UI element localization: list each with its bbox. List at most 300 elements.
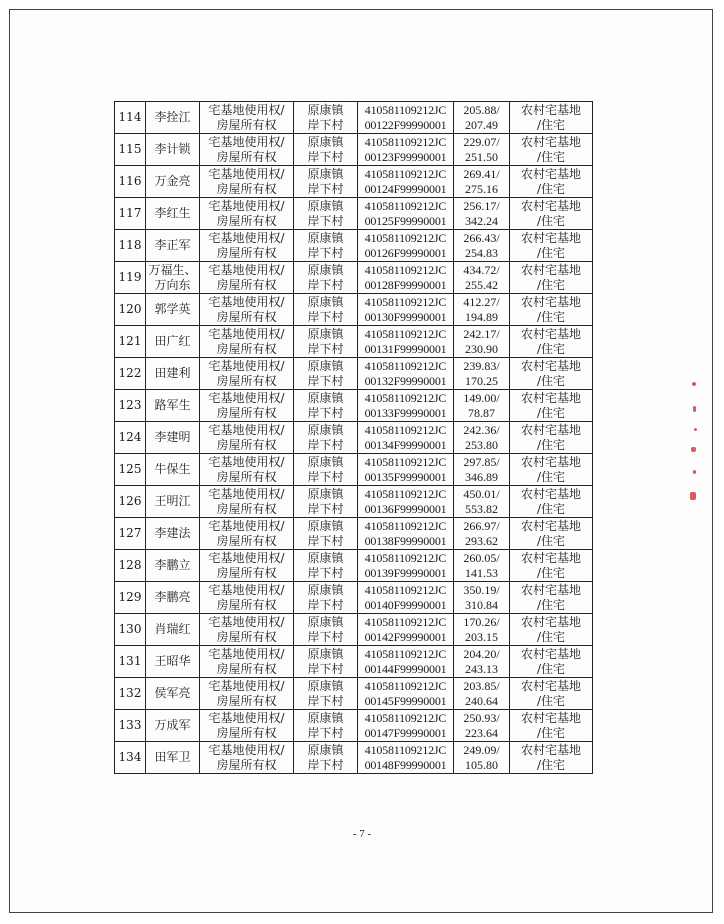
unit-code-cell <box>358 294 454 326</box>
area-cell-line: 434.72/ <box>463 262 500 277</box>
area-cell-line: 204.20/ <box>463 646 500 661</box>
land-use-cell-line: /住宅 <box>536 533 566 548</box>
location-cell-line: 岸下村 <box>307 277 344 292</box>
right-type-cell <box>200 550 294 582</box>
table-row <box>115 358 593 390</box>
right-type-cell <box>200 102 294 134</box>
land-use-cell-line: 农村宅基地 <box>520 646 581 661</box>
land-use-cell-line: /住宅 <box>536 437 566 452</box>
area-cell <box>454 390 510 422</box>
unit-code-cell-line: 00130F99990001 <box>364 309 447 324</box>
table-row <box>115 294 593 326</box>
owner-name-cell-line: 李鹏立 <box>154 558 191 572</box>
land-use-cell-line: 农村宅基地 <box>520 166 581 181</box>
right-type-cell-line: 房屋所有权 <box>216 245 277 260</box>
unit-code-cell-line: 410581109212JC <box>364 358 447 373</box>
unit-code-cell-line: 00136F99990001 <box>364 501 447 516</box>
land-use-cell-line: /住宅 <box>536 725 566 740</box>
location-cell-line: 原康镇 <box>307 326 344 341</box>
right-type-cell <box>200 614 294 646</box>
land-use-cell-line: 农村宅基地 <box>520 710 581 725</box>
owner-name-cell <box>146 646 200 678</box>
area-cell <box>454 294 510 326</box>
owner-name-cell <box>146 710 200 742</box>
unit-code-cell <box>358 710 454 742</box>
area-cell <box>454 262 510 294</box>
owner-name-cell <box>146 486 200 518</box>
area-cell <box>454 134 510 166</box>
location-cell-line: 岸下村 <box>307 117 344 132</box>
row-number-cell: 129 <box>115 582 146 614</box>
unit-code-cell <box>358 326 454 358</box>
owner-name-cell <box>146 550 200 582</box>
table-row <box>115 454 593 486</box>
seal-fragment-mark <box>693 406 696 412</box>
area-cell-line: 310.84 <box>465 597 498 612</box>
unit-code-cell <box>358 390 454 422</box>
owner-name-cell-line: 万金亮 <box>154 174 191 188</box>
table-row <box>115 518 593 550</box>
unit-code-cell <box>358 262 454 294</box>
area-cell-line: 205.88/ <box>463 102 500 117</box>
owner-name-cell-line: 郭学英 <box>154 302 191 316</box>
table-row <box>115 582 593 614</box>
unit-code-cell-line: 00145F99990001 <box>364 693 447 708</box>
area-cell <box>454 582 510 614</box>
seal-fragment-mark <box>691 447 696 452</box>
table-row <box>115 134 593 166</box>
right-type-cell <box>200 678 294 710</box>
area-cell-line: 256.17/ <box>463 198 500 213</box>
unit-code-cell-line: 00138F99990001 <box>364 533 447 548</box>
owner-name-cell <box>146 742 200 774</box>
location-cell-line: 岸下村 <box>307 629 344 644</box>
right-type-cell-line: 宅基地使用权/ <box>208 262 285 277</box>
land-use-cell <box>510 422 593 454</box>
area-cell-line: 243.13 <box>465 661 498 676</box>
right-type-cell-line: 房屋所有权 <box>216 309 277 324</box>
unit-code-cell-line: 410581109212JC <box>364 262 447 277</box>
owner-name-cell <box>146 326 200 358</box>
location-cell-line: 原康镇 <box>307 454 344 469</box>
land-use-cell <box>510 678 593 710</box>
location-cell-line: 岸下村 <box>307 501 344 516</box>
unit-code-cell-line: 410581109212JC <box>364 582 447 597</box>
row-number-cell: 126 <box>115 486 146 518</box>
land-use-cell-line: 农村宅基地 <box>520 742 581 757</box>
unit-code-cell-line: 00135F99990001 <box>364 469 447 484</box>
row-number-cell: 124 <box>115 422 146 454</box>
owner-name-cell-line: 牛保生 <box>154 462 191 476</box>
location-cell <box>294 454 358 486</box>
area-cell-line: 230.90 <box>465 341 498 356</box>
owner-name-cell <box>146 390 200 422</box>
land-use-cell <box>510 646 593 678</box>
row-number-cell: 133 <box>115 710 146 742</box>
owner-name-cell-line: 李正军 <box>154 238 191 252</box>
row-number-cell: 118 <box>115 230 146 262</box>
seal-fragment-mark <box>690 492 696 500</box>
land-use-cell-line: 农村宅基地 <box>520 614 581 629</box>
land-use-cell <box>510 390 593 422</box>
unit-code-cell-line: 410581109212JC <box>364 678 447 693</box>
area-cell <box>454 166 510 198</box>
unit-code-cell <box>358 166 454 198</box>
land-use-cell-line: /住宅 <box>536 597 566 612</box>
owner-name-cell <box>146 134 200 166</box>
unit-code-cell-line: 410581109212JC <box>364 134 447 149</box>
owner-name-cell <box>146 518 200 550</box>
unit-code-cell <box>358 550 454 582</box>
location-cell <box>294 646 358 678</box>
right-type-cell-line: 宅基地使用权/ <box>208 454 285 469</box>
unit-code-cell-line: 410581109212JC <box>364 486 447 501</box>
unit-code-cell-line: 410581109212JC <box>364 710 447 725</box>
unit-code-cell <box>358 422 454 454</box>
area-cell <box>454 326 510 358</box>
location-cell-line: 原康镇 <box>307 646 344 661</box>
land-use-cell <box>510 518 593 550</box>
area-cell-line: 242.17/ <box>463 326 500 341</box>
location-cell <box>294 678 358 710</box>
location-cell-line: 原康镇 <box>307 710 344 725</box>
owner-name-cell-line: 田广红 <box>154 334 191 348</box>
area-cell-line: 240.64 <box>465 693 498 708</box>
owner-name-cell-line: 万成军 <box>154 718 191 732</box>
unit-code-cell-line: 410581109212JC <box>364 326 447 341</box>
land-use-cell-line: 农村宅基地 <box>520 358 581 373</box>
land-use-cell-line: /住宅 <box>536 213 566 228</box>
unit-code-cell-line: 00123F99990001 <box>364 149 447 164</box>
land-use-cell-line: 农村宅基地 <box>520 230 581 245</box>
location-cell-line: 岸下村 <box>307 373 344 388</box>
location-cell-line: 原康镇 <box>307 390 344 405</box>
unit-code-cell-line: 00144F99990001 <box>364 661 447 676</box>
unit-code-cell <box>358 678 454 710</box>
unit-code-cell <box>358 486 454 518</box>
unit-code-cell-line: 00122F99990001 <box>364 117 447 132</box>
land-use-cell-line: 农村宅基地 <box>520 550 581 565</box>
owner-name-cell-line: 肖瑞红 <box>154 622 191 636</box>
location-cell-line: 原康镇 <box>307 422 344 437</box>
right-type-cell-line: 房屋所有权 <box>216 693 277 708</box>
unit-code-cell-line: 410581109212JC <box>364 422 447 437</box>
area-cell-line: 253.80 <box>465 437 498 452</box>
right-type-cell-line: 宅基地使用权/ <box>208 198 285 213</box>
location-cell-line: 岸下村 <box>307 405 344 420</box>
land-use-cell-line: /住宅 <box>536 181 566 196</box>
location-cell <box>294 230 358 262</box>
location-cell <box>294 582 358 614</box>
land-use-cell <box>510 486 593 518</box>
right-type-cell <box>200 518 294 550</box>
right-type-cell <box>200 326 294 358</box>
location-cell-line: 原康镇 <box>307 198 344 213</box>
unit-code-cell <box>358 198 454 230</box>
unit-code-cell <box>358 358 454 390</box>
right-type-cell-line: 房屋所有权 <box>216 405 277 420</box>
right-type-cell <box>200 134 294 166</box>
location-cell <box>294 166 358 198</box>
table-row <box>115 742 593 774</box>
location-cell-line: 岸下村 <box>307 309 344 324</box>
land-use-cell <box>510 230 593 262</box>
area-cell-line: 203.85/ <box>463 678 500 693</box>
location-cell-line: 原康镇 <box>307 550 344 565</box>
owner-name-cell <box>146 614 200 646</box>
land-use-cell-line: 农村宅基地 <box>520 454 581 469</box>
area-cell <box>454 486 510 518</box>
unit-code-cell-line: 410581109212JC <box>364 614 447 629</box>
area-cell-line: 242.36/ <box>463 422 500 437</box>
area-cell-line: 239.83/ <box>463 358 500 373</box>
land-use-cell-line: /住宅 <box>536 149 566 164</box>
area-cell-line: 450.01/ <box>463 486 500 501</box>
right-type-cell-line: 宅基地使用权/ <box>208 422 285 437</box>
unit-code-cell-line: 410581109212JC <box>364 518 447 533</box>
right-type-cell-line: 房屋所有权 <box>216 149 277 164</box>
land-use-cell-line: 农村宅基地 <box>520 102 581 117</box>
location-cell <box>294 134 358 166</box>
area-cell-line: 170.26/ <box>463 614 500 629</box>
unit-code-cell <box>358 614 454 646</box>
land-use-cell-line: /住宅 <box>536 245 566 260</box>
location-cell <box>294 294 358 326</box>
row-number-cell: 134 <box>115 742 146 774</box>
location-cell <box>294 486 358 518</box>
area-cell <box>454 454 510 486</box>
owner-name-cell-line: 李红生 <box>154 206 191 220</box>
location-cell-line: 岸下村 <box>307 213 344 228</box>
owner-name-cell <box>146 358 200 390</box>
table-row <box>115 262 593 294</box>
unit-code-cell-line: 410581109212JC <box>364 166 447 181</box>
owner-name-cell-line: 李建法 <box>154 526 191 540</box>
owner-name-cell <box>146 198 200 230</box>
row-number-cell: 131 <box>115 646 146 678</box>
owner-name-cell-line: 田建利 <box>154 366 191 380</box>
unit-code-cell-line: 00125F99990001 <box>364 213 447 228</box>
unit-code-cell <box>358 518 454 550</box>
area-cell-line: 297.85/ <box>463 454 500 469</box>
right-type-cell-line: 宅基地使用权/ <box>208 678 285 693</box>
land-use-cell <box>510 710 593 742</box>
land-use-cell-line: 农村宅基地 <box>520 422 581 437</box>
right-type-cell <box>200 454 294 486</box>
location-cell <box>294 614 358 646</box>
location-cell-line: 原康镇 <box>307 486 344 501</box>
area-cell <box>454 422 510 454</box>
area-cell-line: 260.05/ <box>463 550 500 565</box>
location-cell-line: 原康镇 <box>307 134 344 149</box>
area-cell-line: 229.07/ <box>463 134 500 149</box>
right-type-cell <box>200 198 294 230</box>
location-cell-line: 岸下村 <box>307 437 344 452</box>
location-cell <box>294 518 358 550</box>
seal-fragment-mark <box>694 428 697 431</box>
row-number-cell: 132 <box>115 678 146 710</box>
location-cell-line: 原康镇 <box>307 582 344 597</box>
area-cell-line: 250.93/ <box>463 710 500 725</box>
location-cell-line: 岸下村 <box>307 661 344 676</box>
area-cell-line: 149.00/ <box>463 390 500 405</box>
land-use-cell <box>510 198 593 230</box>
land-use-cell-line: 农村宅基地 <box>520 262 581 277</box>
unit-code-cell-line: 00133F99990001 <box>364 405 447 420</box>
land-use-cell <box>510 454 593 486</box>
owner-name-cell-line: 路军生 <box>154 398 191 412</box>
area-cell-line: 78.87 <box>468 405 495 420</box>
property-register-table <box>114 101 593 774</box>
row-number-cell: 130 <box>115 614 146 646</box>
right-type-cell-line: 宅基地使用权/ <box>208 390 285 405</box>
right-type-cell-line: 宅基地使用权/ <box>208 646 285 661</box>
unit-code-cell-line: 410581109212JC <box>364 550 447 565</box>
land-use-cell-line: /住宅 <box>536 757 566 772</box>
right-type-cell-line: 宅基地使用权/ <box>208 358 285 373</box>
owner-name-cell-line: 王明江 <box>154 494 191 508</box>
unit-code-cell-line: 410581109212JC <box>364 742 447 757</box>
land-use-cell <box>510 358 593 390</box>
owner-name-cell <box>146 422 200 454</box>
right-type-cell-line: 房屋所有权 <box>216 181 277 196</box>
location-cell-line: 岸下村 <box>307 149 344 164</box>
location-cell-line: 原康镇 <box>307 518 344 533</box>
right-type-cell-line: 宅基地使用权/ <box>208 614 285 629</box>
land-use-cell <box>510 294 593 326</box>
right-type-cell-line: 房屋所有权 <box>216 757 277 772</box>
right-type-cell-line: 宅基地使用权/ <box>208 294 285 309</box>
area-cell-line: 346.89 <box>465 469 498 484</box>
land-use-cell-line: /住宅 <box>536 373 566 388</box>
row-number-cell: 121 <box>115 326 146 358</box>
table-row <box>115 550 593 582</box>
area-cell <box>454 230 510 262</box>
land-use-cell-line: 农村宅基地 <box>520 294 581 309</box>
row-number-cell: 125 <box>115 454 146 486</box>
right-type-cell-line: 宅基地使用权/ <box>208 326 285 341</box>
right-type-cell-line: 房屋所有权 <box>216 501 277 516</box>
owner-name-cell <box>146 166 200 198</box>
row-number-cell: 123 <box>115 390 146 422</box>
right-type-cell <box>200 582 294 614</box>
table-row <box>115 166 593 198</box>
location-cell-line: 原康镇 <box>307 742 344 757</box>
location-cell-line: 原康镇 <box>307 678 344 693</box>
right-type-cell-line: 房屋所有权 <box>216 725 277 740</box>
area-cell <box>454 518 510 550</box>
land-use-cell-line: 农村宅基地 <box>520 326 581 341</box>
location-cell <box>294 422 358 454</box>
area-cell-line: 254.83 <box>465 245 498 260</box>
unit-code-cell <box>358 742 454 774</box>
right-type-cell-line: 房屋所有权 <box>216 277 277 292</box>
location-cell-line: 原康镇 <box>307 262 344 277</box>
row-number-cell: 122 <box>115 358 146 390</box>
location-cell-line: 原康镇 <box>307 230 344 245</box>
unit-code-cell-line: 00147F99990001 <box>364 725 447 740</box>
location-cell-line: 岸下村 <box>307 181 344 196</box>
location-cell-line: 原康镇 <box>307 614 344 629</box>
row-number-cell: 117 <box>115 198 146 230</box>
right-type-cell <box>200 646 294 678</box>
land-use-cell <box>510 102 593 134</box>
area-cell-line: 170.25 <box>465 373 498 388</box>
area-cell-line: 249.09/ <box>463 742 500 757</box>
row-number-cell: 128 <box>115 550 146 582</box>
land-use-cell-line: /住宅 <box>536 661 566 676</box>
table-row <box>115 646 593 678</box>
right-type-cell-line: 宅基地使用权/ <box>208 230 285 245</box>
unit-code-cell-line: 410581109212JC <box>364 102 447 117</box>
right-type-cell-line: 宅基地使用权/ <box>208 518 285 533</box>
table-row <box>115 678 593 710</box>
area-cell-line: 223.64 <box>465 725 498 740</box>
right-type-cell-line: 房屋所有权 <box>216 661 277 676</box>
location-cell-line: 岸下村 <box>307 469 344 484</box>
land-use-cell <box>510 166 593 198</box>
location-cell <box>294 710 358 742</box>
area-cell-line: 342.24 <box>465 213 498 228</box>
area-cell <box>454 550 510 582</box>
location-cell <box>294 390 358 422</box>
area-cell-line: 412.27/ <box>463 294 500 309</box>
table-row <box>115 326 593 358</box>
location-cell-line: 岸下村 <box>307 757 344 772</box>
land-use-cell <box>510 262 593 294</box>
area-cell-line: 141.53 <box>465 565 498 580</box>
land-use-cell-line: /住宅 <box>536 469 566 484</box>
table-row <box>115 102 593 134</box>
owner-name-cell-line: 侯军亮 <box>154 686 191 700</box>
owner-name-cell-line: 万向东 <box>154 277 191 292</box>
right-type-cell <box>200 390 294 422</box>
unit-code-cell-line: 410581109212JC <box>364 646 447 661</box>
table-row <box>115 198 593 230</box>
row-number-cell: 114 <box>115 102 146 134</box>
right-type-cell-line: 房屋所有权 <box>216 533 277 548</box>
unit-code-cell-line: 410581109212JC <box>364 230 447 245</box>
owner-name-cell <box>146 262 200 294</box>
unit-code-cell <box>358 646 454 678</box>
right-type-cell <box>200 486 294 518</box>
location-cell-line: 原康镇 <box>307 358 344 373</box>
area-cell <box>454 102 510 134</box>
land-use-cell-line: /住宅 <box>536 341 566 356</box>
right-type-cell-line: 房屋所有权 <box>216 469 277 484</box>
land-use-cell-line: 农村宅基地 <box>520 390 581 405</box>
land-use-cell <box>510 134 593 166</box>
unit-code-cell-line: 410581109212JC <box>364 454 447 469</box>
land-use-cell-line: /住宅 <box>536 117 566 132</box>
area-cell <box>454 198 510 230</box>
location-cell-line: 岸下村 <box>307 693 344 708</box>
unit-code-cell-line: 410581109212JC <box>364 390 447 405</box>
row-number-cell: 127 <box>115 518 146 550</box>
right-type-cell <box>200 230 294 262</box>
right-type-cell <box>200 710 294 742</box>
right-type-cell-line: 宅基地使用权/ <box>208 166 285 181</box>
right-type-cell-line: 房屋所有权 <box>216 213 277 228</box>
owner-name-cell <box>146 678 200 710</box>
land-use-cell-line: 农村宅基地 <box>520 486 581 501</box>
land-use-cell-line: /住宅 <box>536 309 566 324</box>
table-row <box>115 614 593 646</box>
area-cell-line: 105.80 <box>465 757 498 772</box>
location-cell-line: 原康镇 <box>307 294 344 309</box>
location-cell-line: 岸下村 <box>307 725 344 740</box>
owner-name-cell-line: 李计锁 <box>154 142 191 156</box>
